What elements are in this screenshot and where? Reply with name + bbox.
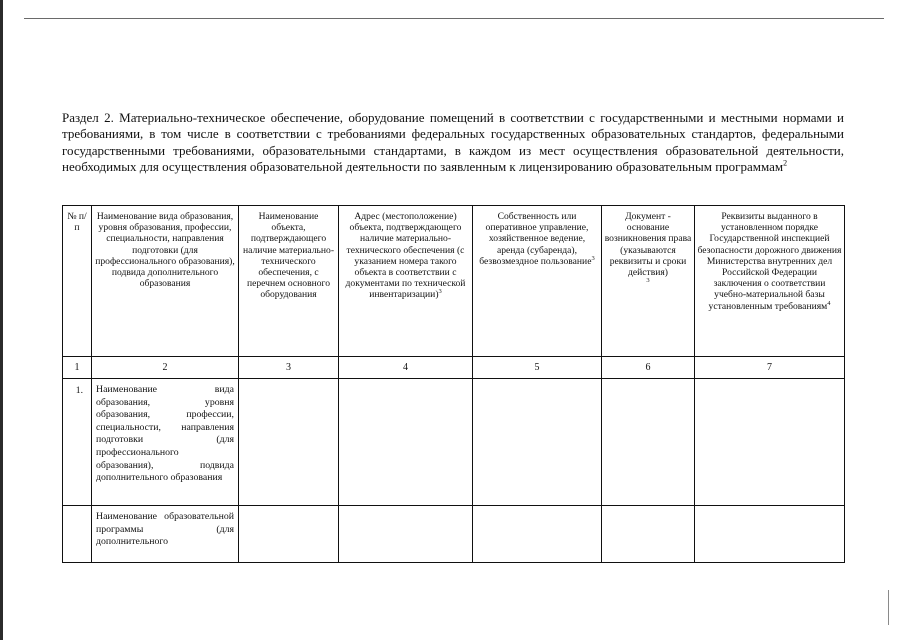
column-number: 4: [339, 357, 473, 379]
empty-cell: [239, 379, 339, 506]
column-number: 7: [695, 357, 845, 379]
footnote-mark: 4: [827, 299, 831, 307]
empty-cell: [339, 379, 473, 506]
table-row: [63, 506, 845, 563]
row-number: 1.: [63, 379, 92, 506]
column-number: 5: [473, 357, 602, 379]
header-cell-education-type: Наименование вида образования, уровня образования, профессии, специальности, направления подготовки (для профессионального образования), подвида дополнительного образования: [92, 206, 239, 357]
column-number: 3: [239, 357, 339, 379]
header-cell-ownership: Собственность или оперативное управление, хозяйственное ведение, аренда (субаренда), безвозмездное пользование$^3$: [473, 206, 602, 357]
section-heading: [62, 110, 844, 176]
scan-left-edge: [0, 0, 3, 640]
column-number: 1: [63, 357, 92, 379]
empty-cell: [473, 506, 602, 563]
empty-cell: [239, 506, 339, 563]
header-cell-object-name: Наименование объекта, подтверждающего наличие материально-технического обеспечения, с перечнем основного оборудования: [239, 206, 339, 357]
table-row: [63, 379, 845, 506]
column-numbering-row: [63, 357, 845, 379]
scan-top-line: [24, 18, 884, 19]
column-number: 6: [602, 357, 695, 379]
empty-cell: [602, 506, 695, 563]
footnote-mark: 3: [438, 288, 442, 296]
header-cell-gibdd-conclusion: Реквизиты выданного в установленном порядке Государственной инспекцией безопасности дорожного движения Министерства внутренних дел Российской Федерации заключения о соответствии учебно-материальной базы установленным требованиям$^4$: [695, 206, 845, 357]
heading-footnote: 2: [783, 158, 788, 168]
table-header-row: [63, 206, 845, 357]
empty-cell: [695, 506, 845, 563]
header-cell-address: Адрес (местоположение) объекта, подтверждающего наличие материально-технического обеспечения (с указанием номера такого объекта в соответствии с документами по технической инвентаризации)$^3$: [339, 206, 473, 357]
row-education-type: Наименование вида образования, уровня образования, профессии, специальности, направления подготовки (для профессионального образования), подвида дополнительного образования: [92, 379, 239, 506]
row-number: [63, 506, 92, 563]
scan-right-mark: [888, 590, 889, 625]
empty-cell: [695, 379, 845, 506]
empty-cell: [339, 506, 473, 563]
footnote-mark: 3: [591, 254, 595, 262]
row-program-name: Наименование образовательной программы (для дополнительного: [92, 506, 239, 563]
header-cell-number: № п/п: [63, 206, 92, 357]
section-heading-text: Раздел 2. Материально-техническое обеспечение, оборудование помещений в соответствии с государственными и местными нормами и требованиями, в том числе в соответствии с требованиями федеральных государственных образовательных стандартов, федеральными государственными требованиями, образовательными стандартами, в каждом из мест осуществления образовательной деятельности, необходимых для осуществления образовательной деятельности по заявленным к лицензированию образовательным программам: [62, 110, 844, 175]
footnote-mark: 3: [646, 277, 650, 285]
column-number: 2: [92, 357, 239, 379]
empty-cell: [602, 379, 695, 506]
material-base-table: [62, 205, 845, 563]
empty-cell: [473, 379, 602, 506]
header-cell-document: Документ - основание возникновения права (указываются реквизиты и сроки действия) $^3$: [602, 206, 695, 357]
